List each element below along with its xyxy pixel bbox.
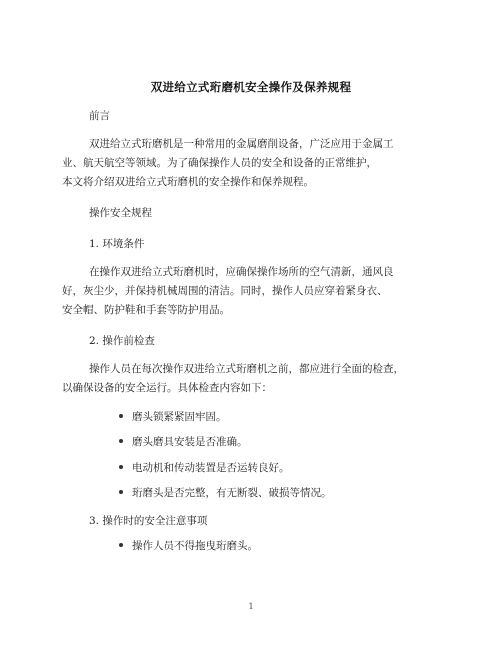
bullet-icon [119, 465, 123, 469]
preface-line: 双进给立式珩磨机是一种常用的金属磨削设备，广泛应用于金属工 [89, 138, 394, 150]
list-item [119, 434, 248, 449]
document-title: 双进给立式珩磨机安全操作及保养规程 [150, 80, 352, 94]
list-item-text: 磨头磨具安装是否准确。 [132, 436, 248, 448]
preface-line: 本文将介绍双进给立式珩磨机的安全操作和保养规程。 [62, 176, 314, 188]
page-number: 1 [248, 602, 254, 611]
subsection-heading: 3. 操作时的安全注意事项 [89, 515, 208, 527]
list-item-text: 磨头锁紧紧固牢固。 [132, 411, 227, 423]
subsection-heading: 1. 环境条件 [89, 238, 145, 250]
preface-heading: 前言 [89, 110, 110, 122]
body-line: 操作人员在每次操作双进给立式珩磨机之前，都应进行全面的检查， [89, 363, 404, 375]
bullet-icon [119, 490, 123, 494]
body-line: 以确保设备的安全运行。具体检查内容如下： [62, 382, 272, 394]
body-line: 安全帽、防护鞋和手套等防护用品。 [62, 304, 230, 316]
list-item-text: 珩磨头是否完整，有无断裂、破损等情况。 [132, 487, 332, 499]
subsection-heading: 2. 操作前检查 [89, 335, 155, 347]
list-item [119, 460, 290, 475]
body-line: 好，灰尘少，并保持机械周围的清洁。同时，操作人员应穿着紧身衣、 [62, 285, 388, 297]
bullet-icon [119, 439, 123, 443]
list-item [119, 409, 227, 424]
list-item [119, 485, 332, 500]
list-item-text: 电动机和传动装置是否运转良好。 [132, 462, 290, 474]
list-item-text: 操作人员不得拖曳珩磨头。 [132, 540, 258, 552]
bullet-icon [119, 414, 123, 418]
bullet-icon [119, 543, 123, 547]
list-item [119, 538, 258, 553]
body-line: 在操作双进给立式珩磨机时，应确保操作场所的空气清新，通风良 [89, 266, 394, 278]
preface-line: 业、航天航空等领域。为了确保操作人员的安全和设备的正常维护， [62, 157, 377, 169]
section-heading: 操作安全规程 [89, 207, 152, 219]
